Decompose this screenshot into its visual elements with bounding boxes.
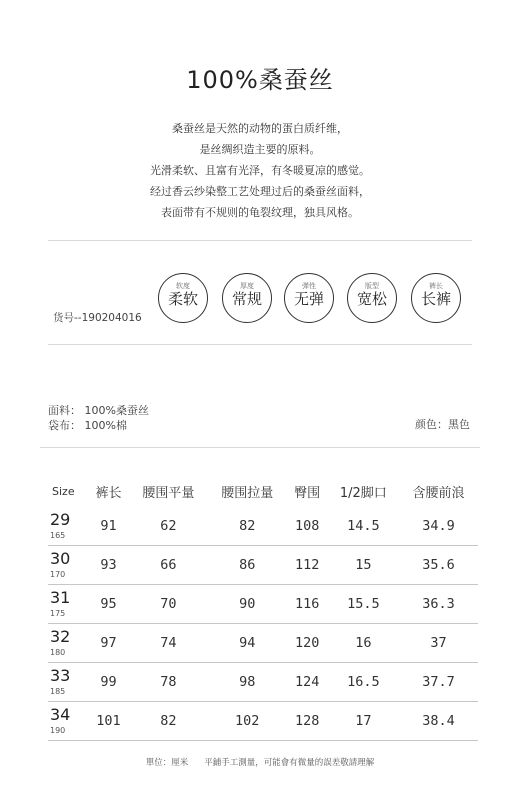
table-cell: 38.4 (422, 713, 455, 729)
table-row (48, 624, 478, 663)
table-cell: 15 (355, 557, 372, 573)
unit-text: 單位：厘米 (145, 758, 189, 768)
table-cell: 124 (294, 674, 320, 690)
height-value: 170 (50, 569, 66, 579)
note-text: 平鋪手工測量，可能會有微量的誤差敬請理解 (204, 758, 375, 768)
table-cell: 37 (430, 635, 447, 651)
size-value: 29 (50, 509, 71, 529)
attribute-label: 弹性 (302, 282, 316, 290)
color-text: 颜色：黑色 (415, 418, 470, 431)
table-cell: 98 (239, 674, 256, 690)
attribute-label: 裤长 (429, 282, 443, 290)
attribute-value: 常规 (231, 290, 262, 308)
attribute-label: 软度 (176, 282, 190, 290)
divider (48, 344, 472, 345)
description-line: 桑蚕丝是天然的动物的蛋白质纤维， (172, 122, 348, 135)
table-cell: 128 (294, 713, 320, 729)
measurement-note (0, 756, 520, 768)
divider (40, 447, 480, 448)
size-chart (48, 475, 478, 741)
size-cell (48, 624, 88, 663)
attribute-badge-fit (347, 273, 397, 323)
size-value: 31 (50, 587, 71, 607)
attribute-value: 宽松 (356, 290, 387, 308)
table-cell: 91 (100, 518, 117, 534)
table-cell: 37.7 (422, 674, 455, 690)
table-cell: 99 (100, 674, 117, 690)
divider (48, 240, 472, 241)
material-info (48, 403, 149, 433)
column-header-leg-opening: 1/2脚口 (339, 485, 387, 501)
table-cell: 102 (235, 713, 260, 729)
table-cell: 34.9 (422, 518, 455, 534)
column-header-hip: 臀围 (294, 485, 321, 501)
height-value: 180 (50, 647, 66, 657)
column-header-length: 裤长 (95, 485, 122, 501)
attribute-value: 柔软 (167, 290, 198, 308)
table-row (48, 585, 478, 624)
attribute-label: 版型 (365, 282, 379, 290)
table-cell: 16 (355, 635, 372, 651)
table-cell: 86 (239, 557, 256, 573)
size-cell (48, 585, 88, 624)
table-cell: 116 (294, 596, 320, 612)
attribute-label: 厚度 (240, 282, 254, 290)
table-row (48, 702, 478, 741)
table-cell: 36.3 (422, 596, 455, 612)
column-header-front-rise: 含腰前浪 (412, 485, 465, 501)
table-cell: 66 (160, 557, 177, 573)
column-header-size: Size (52, 484, 75, 498)
attribute-badge-softness (158, 273, 208, 323)
attribute-value: 长裤 (420, 290, 451, 308)
description-line: 表面带有不规则的龟裂纹理，独具风格。 (161, 206, 359, 219)
description-line: 经过香云纱染整工艺处理过后的桑蚕丝面料， (150, 185, 370, 198)
table-cell: 74 (160, 635, 177, 651)
table-cell: 35.6 (422, 557, 455, 573)
table-cell: 120 (294, 635, 320, 651)
table-cell: 93 (100, 557, 117, 573)
table-cell: 108 (294, 518, 320, 534)
attribute-value: 无弹 (293, 290, 324, 308)
table-cell: 101 (96, 713, 121, 729)
table-cell: 17 (355, 713, 372, 729)
size-value: 34 (50, 704, 71, 724)
size-cell (48, 546, 88, 585)
table-row (48, 507, 478, 546)
height-value: 175 (50, 608, 66, 618)
table-row (48, 546, 478, 585)
height-value: 165 (50, 530, 66, 540)
height-value: 185 (50, 686, 66, 696)
description-line: 光滑柔软、且富有光泽，有冬暖夏凉的感觉。 (150, 164, 370, 177)
size-value: 30 (50, 548, 71, 568)
table-cell: 62 (160, 518, 177, 534)
table-cell: 16.5 (347, 674, 380, 690)
size-cell (48, 702, 88, 741)
height-value: 190 (50, 725, 66, 735)
description-line: 是丝绸织造主要的原料。 (199, 143, 321, 156)
column-header-waist-flat: 腰围平量 (142, 485, 195, 501)
attribute-badge-length (411, 273, 461, 323)
table-cell: 94 (239, 635, 256, 651)
size-value: 32 (50, 626, 71, 646)
table-cell: 78 (160, 674, 177, 690)
table-cell: 95 (100, 596, 117, 612)
fabric-text: 面料： 100%桑蚕丝 (48, 404, 149, 417)
description (0, 118, 520, 223)
table-cell: 90 (239, 596, 256, 612)
table-cell: 112 (294, 557, 320, 573)
page-title: 100%桑蚕丝 (186, 66, 334, 94)
size-cell (48, 663, 88, 702)
table-row (48, 663, 478, 702)
attribute-badge-thickness (222, 273, 272, 323)
lining-text: 袋布： 100%棉 (48, 419, 127, 432)
size-chart-header (48, 475, 478, 507)
sku-number: 货号--190204016 (53, 312, 142, 324)
table-cell: 14.5 (347, 518, 380, 534)
table-cell: 82 (239, 518, 256, 534)
size-cell (48, 507, 88, 546)
column-header-waist-stretched: 腰围拉量 (221, 485, 274, 501)
size-value: 33 (50, 665, 71, 685)
table-cell: 82 (160, 713, 177, 729)
table-cell: 70 (160, 596, 177, 612)
attribute-badge-elasticity (284, 273, 334, 323)
table-cell: 97 (100, 635, 117, 651)
table-cell: 15.5 (347, 596, 380, 612)
